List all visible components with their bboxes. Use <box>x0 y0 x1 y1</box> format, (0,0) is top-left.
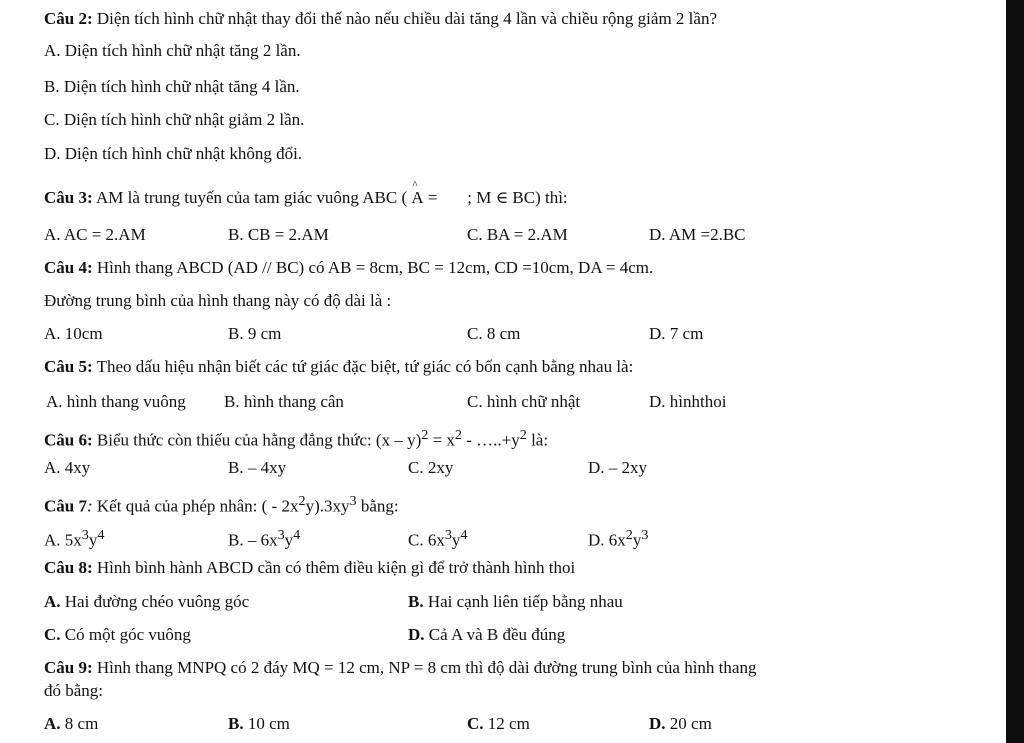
q9-question-line2: đó bằng: <box>44 681 104 700</box>
q6-sup-3: 2 <box>519 427 527 443</box>
q9-question <box>44 657 756 679</box>
q3-option-a: A. AC = 2.AM <box>44 225 146 244</box>
q3-label: Câu 3: <box>44 188 93 207</box>
q3-angle-letter: A <box>411 188 424 207</box>
q9-option-c <box>467 713 530 735</box>
q7-option-b-mid: y <box>284 530 294 550</box>
q7-option-c-sup-2: 4 <box>460 527 468 543</box>
q7-option-b-sup-2: 4 <box>293 527 301 543</box>
q9-text: Hình thang MNPQ có 2 đáy MQ = 12 cm, NP = 8 cm thì độ dài đường trung bình của hình thang <box>92 658 757 677</box>
q2-option-a: A. Diện tích hình chữ nhật tăng 2 lần. <box>44 41 301 60</box>
q6-option-d: D. – 2xy <box>588 458 648 477</box>
q9-label: Câu 9: <box>44 658 93 677</box>
q4-option-c: C. 8 cm <box>467 324 521 343</box>
q4-question-line2: Đường trung bình của hình thang này có độ dài là : <box>44 291 392 310</box>
q3-option-c: C. BA = 2.AM <box>467 225 568 244</box>
q3-angle-hat: ^ <box>412 179 418 191</box>
q4-option-b: B. 9 cm <box>228 324 282 343</box>
q7-option-c <box>408 524 468 552</box>
q9-option-d-text: 20 cm <box>665 714 712 733</box>
q6-sup-2: 2 <box>454 427 462 443</box>
q6-sup-1: 2 <box>421 427 429 443</box>
q2-text: Diện tích hình chữ nhật thay đổi thế nào nếu chiều dài tăng 4 lần và chiều rộng giảm 2 lần? <box>92 9 717 28</box>
q8-question <box>44 557 575 579</box>
q7-sup-2: 3 <box>349 493 357 509</box>
q9-option-a-text: 8 cm <box>60 714 99 733</box>
q3-option-d: D. AM =2.BC <box>649 225 746 244</box>
q9-option-d-letter: D. <box>649 714 666 733</box>
q6-text-d: là: <box>526 430 549 450</box>
q2-option-d: D. Diện tích hình chữ nhật không đổi. <box>44 144 303 163</box>
q2-question <box>44 8 717 30</box>
q7-option-d-sup-1: 2 <box>625 527 633 543</box>
q5-option-c: C. hình chữ nhật <box>467 392 581 411</box>
q7-option-b <box>228 524 300 552</box>
q9-option-d <box>649 713 712 735</box>
q8-label: Câu 8: <box>44 558 93 577</box>
q7-option-d <box>588 524 648 552</box>
q5-option-b: B. hình thang cân <box>224 392 344 411</box>
q8-option-d-text: Cả A và B đều đúng <box>424 625 566 644</box>
q5-question <box>44 356 633 378</box>
q3-option-b: B. CB = 2.AM <box>228 225 329 244</box>
q8-option-a-letter: A. <box>44 592 61 611</box>
q7-sup-1: 2 <box>298 493 306 509</box>
q6-option-b: B. – 4xy <box>228 458 287 477</box>
q5-option-a: A. hình thang vuông <box>46 392 186 411</box>
q3-question <box>44 179 568 209</box>
q8-option-c-letter: C. <box>44 625 61 644</box>
q9-option-a-letter: A. <box>44 714 61 733</box>
q7-option-a-prefix: A. 5x <box>44 530 82 550</box>
q8-option-d-letter: D. <box>408 625 425 644</box>
q7-option-c-sup-1: 3 <box>444 527 452 543</box>
q4-question <box>44 257 653 279</box>
q7-text-b: y).3xy <box>305 496 350 516</box>
q6-text-b: = x <box>428 430 455 450</box>
q8-option-a <box>44 591 249 613</box>
q7-option-a-sup-1: 3 <box>81 527 89 543</box>
q6-label: Câu 6: <box>44 430 93 450</box>
q4-option-a: A. 10cm <box>44 324 103 343</box>
q7-option-d-sup-2: 3 <box>641 527 649 543</box>
q8-text: Hình bình hành ABCD cần có thêm điều kiện gì để trở thành hình thoi <box>92 558 576 577</box>
q6-text-a: Biểu thức còn thiếu của hằng đẳng thức: (x – y) <box>92 430 422 450</box>
q7-option-a-mid: y <box>88 530 98 550</box>
q7-option-c-prefix: C. 6x <box>408 530 445 550</box>
q7-option-c-mid: y <box>451 530 461 550</box>
q8-option-d <box>408 624 565 646</box>
q6-text-c: - …..+y <box>462 430 520 450</box>
q4-label: Câu 4: <box>44 258 93 277</box>
q4-text: Hình thang ABCD (AD // BC) có AB = 8cm, BC = 12cm, CD =10cm, DA = 4cm. <box>92 258 654 277</box>
q7-label: Câu 7 <box>44 496 87 516</box>
q2-option-c: C. Diện tích hình chữ nhật giảm 2 lần. <box>44 110 305 129</box>
q9-option-c-text: 12 cm <box>483 714 530 733</box>
q6-question <box>44 424 548 452</box>
page-edge-border <box>1006 0 1024 743</box>
q7-option-b-prefix: B. – 6x <box>228 530 278 550</box>
q7-option-a-sup-2: 4 <box>97 527 105 543</box>
q5-text: Theo dấu hiệu nhận biết các tứ giác đặc biệt, tứ giác có bốn cạnh bằng nhau là: <box>92 357 634 376</box>
q7-option-d-mid: y <box>632 530 642 550</box>
q4-option-d: D. 7 cm <box>649 324 704 343</box>
q8-option-c <box>44 624 191 646</box>
q7-colon: : <box>86 496 93 516</box>
q6-option-a: A. 4xy <box>44 458 91 477</box>
q2-option-b: B. Diện tích hình chữ nhật tăng 4 lần. <box>44 77 300 96</box>
q9-option-b-letter: B. <box>228 714 244 733</box>
q8-option-b <box>408 591 623 613</box>
q7-option-b-sup-1: 3 <box>277 527 285 543</box>
q7-text-c: bằng: <box>356 496 399 516</box>
q9-option-b <box>228 713 290 735</box>
q3-text-after: = ; M ∈ BC) thì: <box>423 188 568 207</box>
q9-option-c-letter: C. <box>467 714 484 733</box>
q7-option-a <box>44 524 104 552</box>
q5-label: Câu 5: <box>44 357 93 376</box>
q3-angle-symbol <box>411 179 424 209</box>
q5-option-d: D. hìnhthoi <box>649 392 727 411</box>
q7-text-a: Kết quả của phép nhân: ( - 2x <box>92 496 299 516</box>
q2-label: Câu 2: <box>44 9 93 28</box>
q8-option-c-text: Có một góc vuông <box>60 625 191 644</box>
q7-option-d-prefix: D. 6x <box>588 530 626 550</box>
q6-option-c: C. 2xy <box>408 458 454 477</box>
q9-option-b-text: 10 cm <box>243 714 290 733</box>
q3-text-before: AM là trung tuyến của tam giác vuông ABC ( <box>92 188 412 207</box>
q8-option-a-text: Hai đường chéo vuông góc <box>60 592 250 611</box>
q7-question <box>44 490 399 518</box>
q9-option-a <box>44 713 98 735</box>
q8-option-b-text: Hai cạnh liên tiếp bằng nhau <box>423 592 623 611</box>
q8-option-b-letter: B. <box>408 592 424 611</box>
